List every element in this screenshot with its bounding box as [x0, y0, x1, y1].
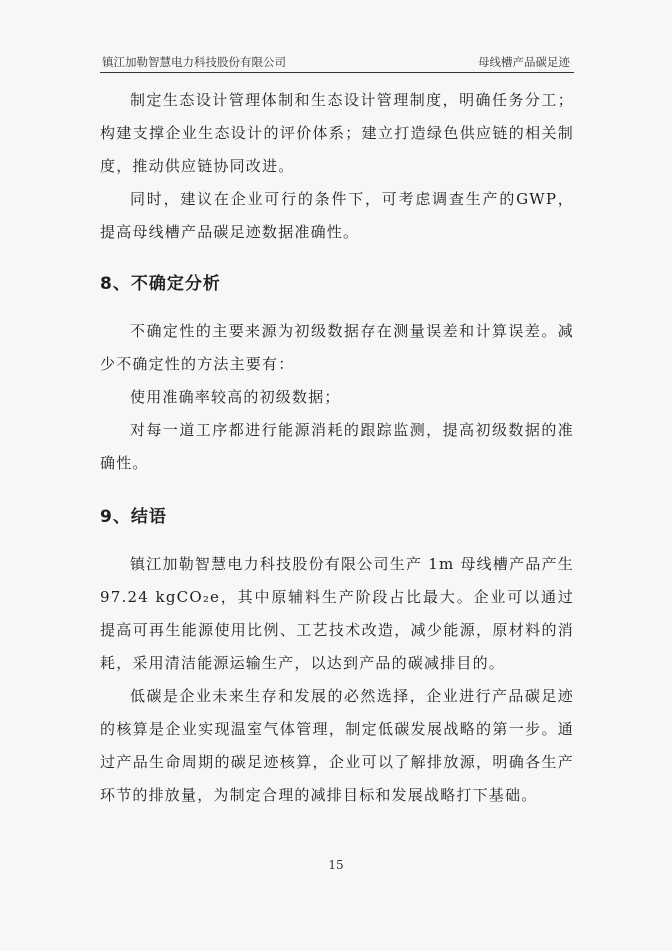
- paragraph: 制定生态设计管理体制和生态设计管理制度，明确任务分工；构建支撑企业生态设计的评价体系；建立打造绿色供应链的相关制度，推动供应链协同改进。: [100, 91, 574, 175]
- paragraph: 镇江加勒智慧电力科技股份有限公司生产 1m 母线槽产品产生 97.24 kgCO₂e，其中原辅料生产阶段占比最大。企业可以通过提高可再生能源使用比例、工艺技术改造，减少能源，原材料的消耗，采用清洁能源运输生产，以达到产品的碳减排目的。: [100, 555, 574, 672]
- page-number: 15: [328, 858, 344, 872]
- page-body: [100, 84, 574, 812]
- paragraph: 低碳是企业未来生存和发展的必然选择，企业进行产品碳足迹的核算是企业实现温室气体管理，制定低碳发展战略的第一步。通过产品生命周期的碳足迹核算，企业可以了解排放源，明确各生产环节的排放量，为制定合理的减排目标和发展战略打下基础。: [100, 687, 574, 804]
- page-header: [100, 44, 574, 73]
- paragraph: 使用准确率较高的初级数据；: [130, 388, 341, 406]
- paragraph: 同时，建议在企业可行的条件下，可考虑调查生产的GWP，提高母线槽产品碳足迹数据准确性。: [100, 190, 574, 241]
- header-company-name: 镇江加勒智慧电力科技股份有限公司: [102, 55, 286, 69]
- paragraph: 对每一道工序都进行能源消耗的跟踪监测，提高初级数据的准确性。: [100, 421, 574, 472]
- paragraph: 不确定性的主要来源为初级数据存在测量误差和计算误差。减少不确定性的方法主要有：: [100, 322, 574, 373]
- header-report-title: 母线槽产品碳足迹: [478, 55, 570, 69]
- section-heading-9: 9、结语: [100, 507, 167, 527]
- section-heading-8: 8、不确定分析: [100, 274, 221, 294]
